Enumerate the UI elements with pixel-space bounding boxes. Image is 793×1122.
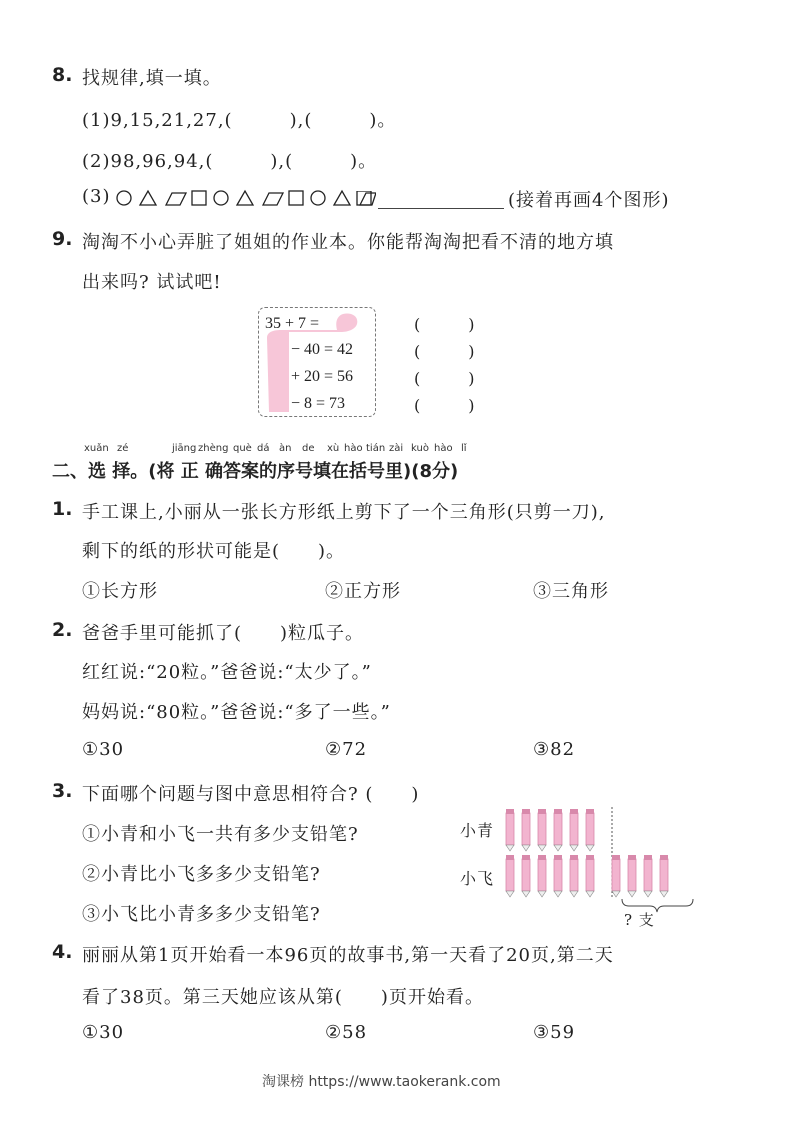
equation-2: − 40 = 42 [291, 341, 354, 358]
triangle-shape [334, 191, 350, 205]
pinyin-hao2: hào [434, 443, 453, 454]
label-xiaofei: 小飞 [460, 869, 495, 888]
c3-number: 3. [52, 780, 73, 802]
pinyin-da: dá [257, 443, 270, 454]
pencil-icon [538, 809, 546, 851]
c1-option-1: ①长方形 [82, 581, 158, 602]
pinyin-zai: zài [389, 443, 404, 454]
q9-number: 9. [52, 228, 73, 250]
pencil-icon [506, 809, 514, 851]
pinyin-hao: hào [344, 443, 363, 454]
answer-line [378, 208, 504, 209]
c2-option-1: ①30 [82, 739, 125, 760]
c2-line2: 红红说:“20粒。”爸爸说:“太少了。” [82, 662, 372, 683]
pencil-icon [628, 855, 636, 897]
pinyin-xuan: xuǎn [84, 443, 109, 454]
c2-line1: 爸爸手里可能抓了( )粒瓜子。 [82, 623, 365, 644]
answer-paren-2: ( ) [414, 342, 475, 361]
c3-option-3: ③小飞比小青多多少支铅笔? [82, 904, 321, 925]
pencil-icon [522, 809, 530, 851]
pinyin-ze: zé [117, 443, 129, 454]
q8-line3-suffix: (接着再画4个图形) [508, 190, 670, 211]
section-heading: 二、选 择。(将 正 确答案的序号填在括号里)(8分) [52, 461, 459, 482]
pinyin-que: què [233, 443, 252, 454]
shape-pattern [114, 187, 376, 211]
pinyin-jiang: jiāng [172, 443, 197, 454]
answer-paren-1: ( ) [414, 315, 475, 334]
c4-option-3: ③59 [533, 1022, 576, 1043]
pinyin-xu: xù [327, 443, 340, 454]
c1-line2: 剩下的纸的形状可能是( )。 [82, 541, 346, 562]
c4-line2: 看了38页。第三天她应该从第( )页开始看。 [82, 987, 484, 1008]
c4-line1: 丽丽从第1页开始看一本96页的故事书,第一天看了20页,第二天 [82, 945, 614, 966]
pencil-icon [570, 809, 578, 851]
pencil-icon [554, 855, 562, 897]
q8-line1: (1)9,15,21,27,( ),( )。 [82, 110, 397, 131]
pinyin-de: de [302, 443, 315, 454]
triangle-shape [140, 191, 156, 205]
triangle-shape [237, 191, 253, 205]
q9-line2: 出来吗? 试试吧! [82, 272, 222, 293]
pencil-icon [522, 855, 530, 897]
pencil-icon [644, 855, 652, 897]
c2-option-3: ③82 [533, 739, 576, 760]
pencil-icon [538, 855, 546, 897]
c4-option-2: ②58 [325, 1022, 368, 1043]
brace-label: ? 支 [624, 911, 655, 929]
c2-option-2: ②72 [325, 739, 368, 760]
q8-number: 8. [52, 64, 73, 86]
c3-line1: 下面哪个问题与图中意思相符合? ( ) [82, 784, 420, 805]
pencil-icon [612, 855, 620, 897]
square-shape [192, 191, 206, 205]
c3-option-1: ①小青和小飞一共有多少支铅笔? [82, 824, 359, 845]
answer-paren-3: ( ) [414, 369, 475, 388]
c3-option-2: ②小青比小飞多多少支铅笔? [82, 864, 321, 885]
equation-1: 35 + 7 = [265, 315, 320, 332]
pencil-icon [554, 809, 562, 851]
answer-paren-4: ( ) [414, 396, 475, 415]
square-shape [356, 191, 372, 207]
c4-option-1: ①30 [82, 1022, 125, 1043]
pinyin-tian: tián [366, 443, 386, 454]
pinyin-an: àn [279, 443, 292, 454]
c4-number: 4. [52, 941, 73, 963]
footer-watermark: 淘课榜 https://www.taokerank.com [262, 1074, 501, 1090]
parallelogram-shape [263, 193, 283, 205]
stained-homework-box [258, 307, 376, 417]
circle-shape [214, 191, 228, 205]
pencil-icon [570, 855, 578, 897]
pinyin-kuo: kuò [411, 443, 429, 454]
pencil-icon [660, 855, 668, 897]
equation-3: + 20 = 56 [291, 368, 354, 385]
pencil-icon [506, 855, 514, 897]
c1-option-2: ②正方形 [325, 581, 401, 602]
circle-shape [117, 191, 131, 205]
q8-line2: (2)98,96,94,( ),( )。 [82, 151, 378, 172]
c1-number: 1. [52, 498, 73, 520]
c1-option-3: ③三角形 [533, 581, 609, 602]
pencil-diagram [500, 805, 700, 925]
label-xiaoqing: 小青 [460, 821, 495, 840]
equation-4: − 8 = 73 [291, 395, 346, 412]
c1-line1: 手工课上,小丽从一张长方形纸上剪下了一个三角形(只剪一刀), [82, 502, 606, 523]
q9-line1: 淘淘不小心弄脏了姐姐的作业本。你能帮淘淘把看不清的地方填 [82, 232, 614, 253]
pinyin-li: lǐ [461, 443, 467, 454]
circle-shape [311, 191, 325, 205]
pencil-icon [586, 855, 594, 897]
c2-number: 2. [52, 619, 73, 641]
parallelogram-shape [166, 193, 186, 205]
pinyin-zheng: zhèng [198, 443, 229, 454]
q8-line3-prefix: (3) [82, 186, 111, 207]
pencil-icon [586, 809, 594, 851]
square-shape [289, 191, 303, 205]
q8-title: 找规律,填一填。 [82, 68, 222, 89]
c2-line3: 妈妈说:“80粒。”爸爸说:“多了一些。” [82, 702, 391, 723]
